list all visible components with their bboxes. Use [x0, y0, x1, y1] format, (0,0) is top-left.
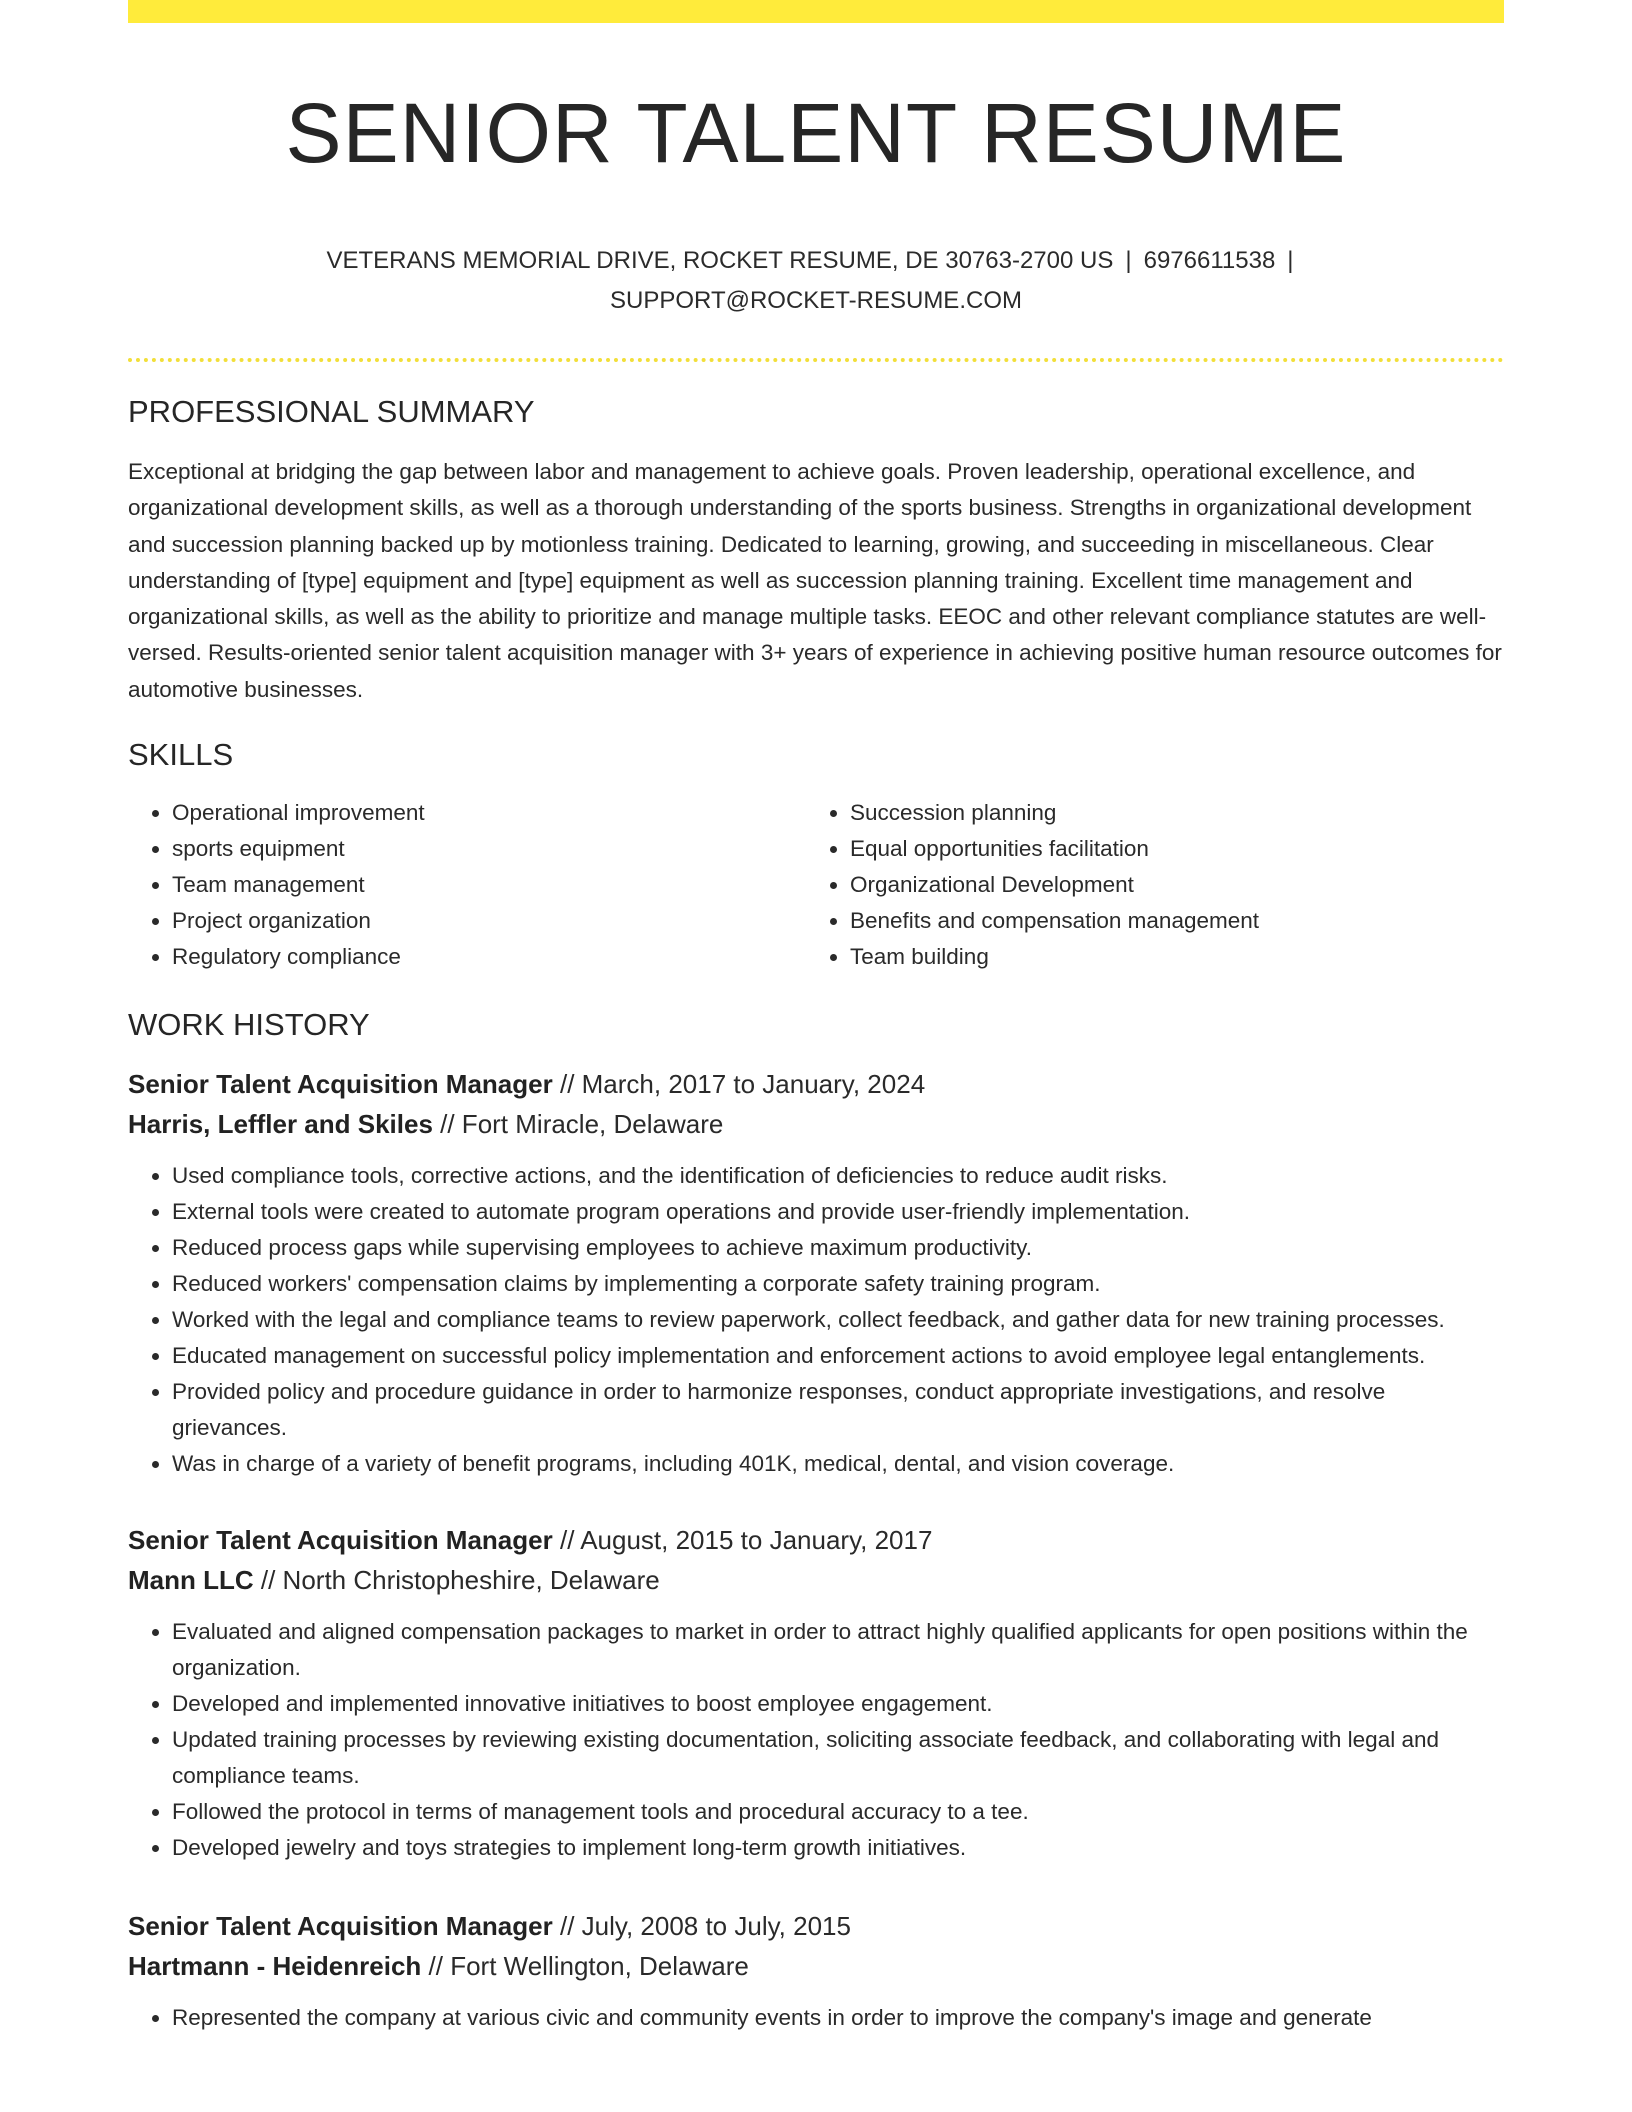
skills-list [128, 795, 1504, 975]
job-entry [128, 1520, 1504, 1866]
job-title-line [128, 1906, 1504, 1946]
job-company: Harris, Leffler and Skiles [128, 1109, 433, 1140]
contact-separator: | [1287, 247, 1294, 274]
job-bullet: • External tools were created to automate program operations and provide user-friendly implementation. [172, 1194, 1504, 1230]
skill-item: • Regulatory compliance [172, 939, 806, 975]
job-title-line [128, 1064, 1504, 1104]
summary-text: Exceptional at bridging the gap between labor and management to achieve goals. Proven leadership, operational excellence, and organizational development skills, as well as a thorough understanding of the sports business. Strengths in organizational development and succession planning backed up by motionless training. Dedicated to learning, growing, and succeeding in miscellaneous. Clear understanding of [type] equipment and [type] equipment as well as succession planning training. Excellent time management and organizational skills, as well as the ability to prioritize and manage multiple tasks. EEOC and other relevant compliance statutes are well-versed. Results-oriented senior talent acquisition manager with 3+ years of experience in achieving positive human resource outcomes for automotive businesses. [128, 459, 1502, 702]
job-bullets [128, 1614, 1504, 1866]
skill-item: • sports equipment [172, 831, 806, 867]
contact-info [128, 241, 1504, 321]
skill-item: • Succession planning [850, 795, 1484, 831]
job-dates: // August, 2015 to January, 2017 [559, 1525, 933, 1556]
skills-heading: SKILLS [128, 737, 234, 773]
accent-top-bar [128, 0, 1504, 23]
job-entry [128, 1064, 1504, 1482]
job-bullet: • Educated management on successful policy implementation and enforcement actions to avoid employee legal entanglements. [172, 1338, 1504, 1374]
skills-column-left [128, 795, 806, 975]
job-company-line [128, 1560, 1504, 1600]
job-company-line [128, 1946, 1504, 1986]
job-dates: // July, 2008 to July, 2015 [559, 1911, 851, 1942]
header-divider [128, 358, 1504, 362]
skill-item: • Team management [172, 867, 806, 903]
work-history-heading: WORK HISTORY [128, 1007, 370, 1043]
skill-item: • Benefits and compensation management [850, 903, 1484, 939]
job-company: Hartmann - Heidenreich [128, 1951, 422, 1982]
job-bullet: • Followed the protocol in terms of management tools and procedural accuracy to a tee. [172, 1794, 1504, 1830]
job-role: Senior Talent Acquisition Manager [128, 1525, 553, 1556]
job-bullet: • Developed jewelry and toys strategies to implement long-term growth initiatives. [172, 1830, 1504, 1866]
job-bullet: • Used compliance tools, corrective actions, and the identification of deficiencies to reduce audit risks. [172, 1158, 1504, 1194]
job-bullet: • Provided policy and procedure guidance in order to harmonize responses, conduct appropriate investigations, and resolve grievances. [172, 1374, 1504, 1446]
job-location: // North Christopheshire, Delaware [260, 1565, 660, 1596]
skill-item: • Equal opportunities facilitation [850, 831, 1484, 867]
summary-heading: PROFESSIONAL SUMMARY [128, 394, 535, 429]
contact-phone: 6976611538 [1143, 247, 1276, 274]
skill-item: • Project organization [172, 903, 806, 939]
skill-item: • Organizational Development [850, 867, 1484, 903]
job-location: // Fort Wellington, Delaware [428, 1951, 749, 1982]
resume-page [128, 23, 1504, 2036]
job-location: // Fort Miracle, Delaware [440, 1109, 724, 1140]
job-bullets [128, 2000, 1504, 2036]
job-role: Senior Talent Acquisition Manager [128, 1911, 553, 1942]
job-bullet: • Worked with the legal and compliance teams to review paperwork, collect feedback, and gather data for new training processes. [172, 1302, 1504, 1338]
job-role: Senior Talent Acquisition Manager [128, 1069, 553, 1100]
skills-column-right [806, 795, 1484, 975]
job-bullet: • Reduced process gaps while supervising employees to achieve maximum productivity. [172, 1230, 1504, 1266]
job-bullet: • Was in charge of a variety of benefit programs, including 401K, medical, dental, and vision coverage. [172, 1446, 1504, 1482]
job-company: Mann LLC [128, 1565, 254, 1596]
contact-address: VETERANS MEMORIAL DRIVE, ROCKET RESUME, DE 30763-2700 US [326, 247, 1114, 274]
contact-email[interactable]: SUPPORT@ROCKET-RESUME.COM [610, 287, 1022, 314]
contact-separator: | [1125, 247, 1132, 274]
job-bullet: • Developed and implemented innovative initiatives to boost employee engagement. [172, 1686, 1504, 1722]
job-bullets [128, 1158, 1504, 1482]
skill-item: • Operational improvement [172, 795, 806, 831]
candidate-name: SENIOR TALENT RESUME [285, 86, 1347, 180]
job-bullet: • Reduced workers' compensation claims by implementing a corporate safety training program. [172, 1266, 1504, 1302]
job-bullet: • Evaluated and aligned compensation packages to market in order to attract highly qualified applicants for open positions within the organization. [172, 1614, 1504, 1686]
job-company-line [128, 1104, 1504, 1144]
job-entry [128, 1906, 1504, 2036]
job-title-line [128, 1520, 1504, 1560]
job-dates: // March, 2017 to January, 2024 [559, 1069, 926, 1100]
skill-item: • Team building [850, 939, 1484, 975]
job-bullet: • Updated training processes by reviewing existing documentation, soliciting associate feedback, and collaborating with legal and compliance teams. [172, 1722, 1504, 1794]
job-bullet: • Represented the company at various civic and community events in order to improve the company's image and generate [172, 2000, 1504, 2036]
